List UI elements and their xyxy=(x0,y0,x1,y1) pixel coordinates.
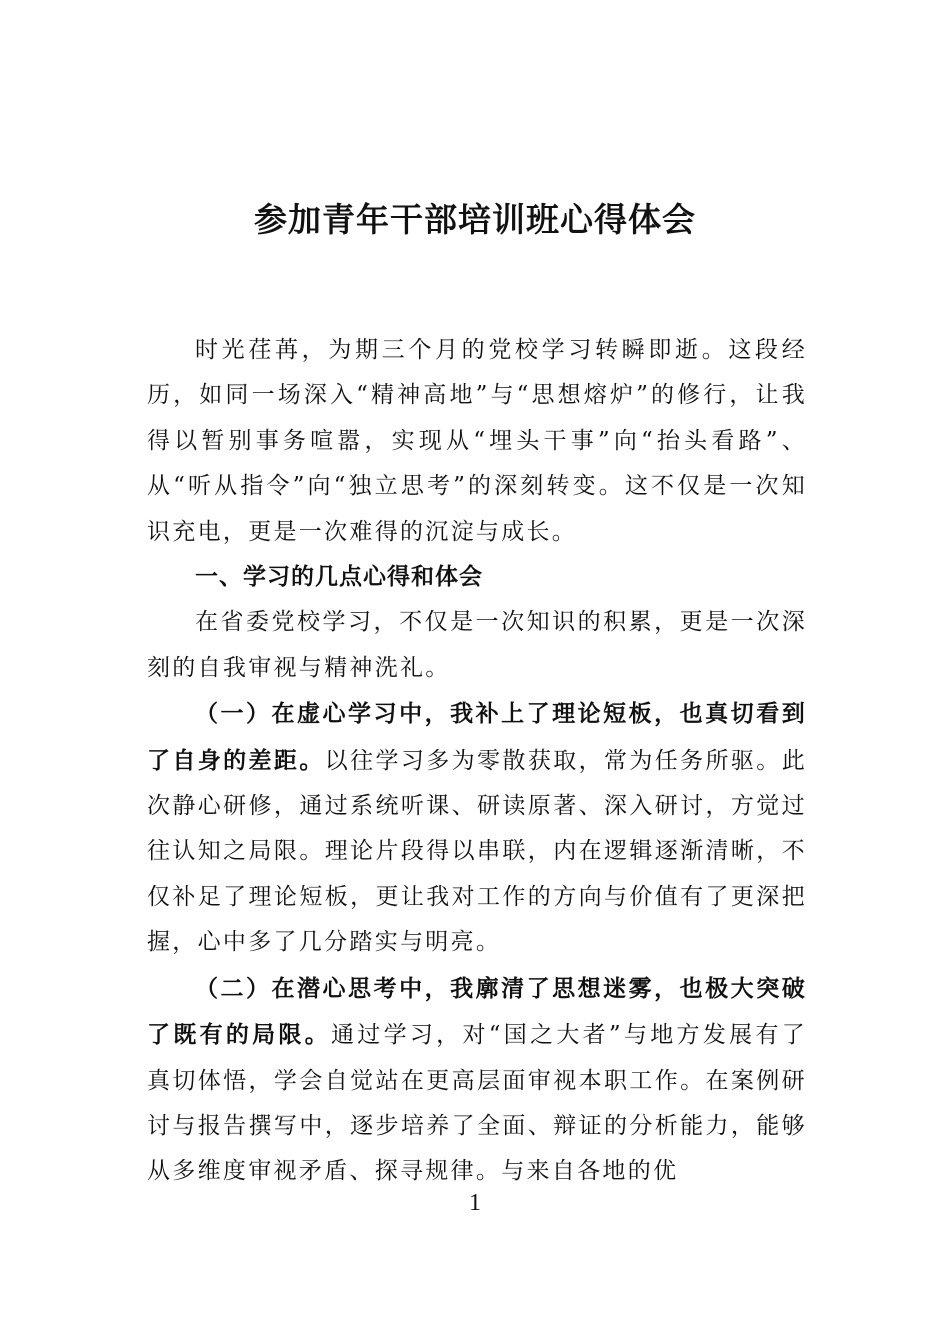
document-title: 参加青年干部培训班心得体会 xyxy=(254,200,696,239)
section-heading: 一、学习的几点心得和体会 xyxy=(195,564,483,591)
document-body xyxy=(147,328,807,1195)
subsection-2-text: 通过学习，对“国之大者”与地方发展有了真切体悟，学会自觉站在更高层面审视本职工作。在案例研讨与报告撰写中，逐步培养了全面、辩证的分析能力，能够从多维度审视矛盾、探寻规律。与来自各地的优 xyxy=(147,1022,807,1185)
subsection-2-lead: （二）在潜心思考中，我廓清了思想迷雾，也极大突破了既有的局限。 xyxy=(147,974,807,1049)
subsection-2-paragraph xyxy=(147,966,807,1195)
subsection-1-text: 以往学习多为零散获取，常为任务所驱。此次静心研修，通过系统听课、研读原著、深入研讨，方觉过往认知之局限。理论片段得以串联，内在逻辑逐渐清晰，不仅补足了理论短板，更让我对工作的方向与价值有了更深把握，心中多了几分踏实与明亮。 xyxy=(147,747,807,956)
intro-paragraph: 时光荏苒，为期三个月的党校学习转瞬即逝。这段经历，如同一场深入“精神高地”与“思想熔炉”的修行，让我得以暂别事务喧嚣，实现从“埋头干事”向“抬头看路”、从“听从指令”向“独立思考”的深刻转变。这不仅是一次知识充电，更是一次难得的沉淀与成长。 xyxy=(147,337,807,545)
subsection-1-lead: （一）在虚心学习中，我补上了理论短板，也真切看到了自身的差距。 xyxy=(147,700,807,774)
page-number: 1 xyxy=(469,1190,481,1216)
section-intro-paragraph: 在省委党校学习，不仅是一次知识的积累，更是一次深刻的自我审视与精神洗礼。 xyxy=(147,609,807,681)
subsection-1-paragraph xyxy=(147,691,807,965)
